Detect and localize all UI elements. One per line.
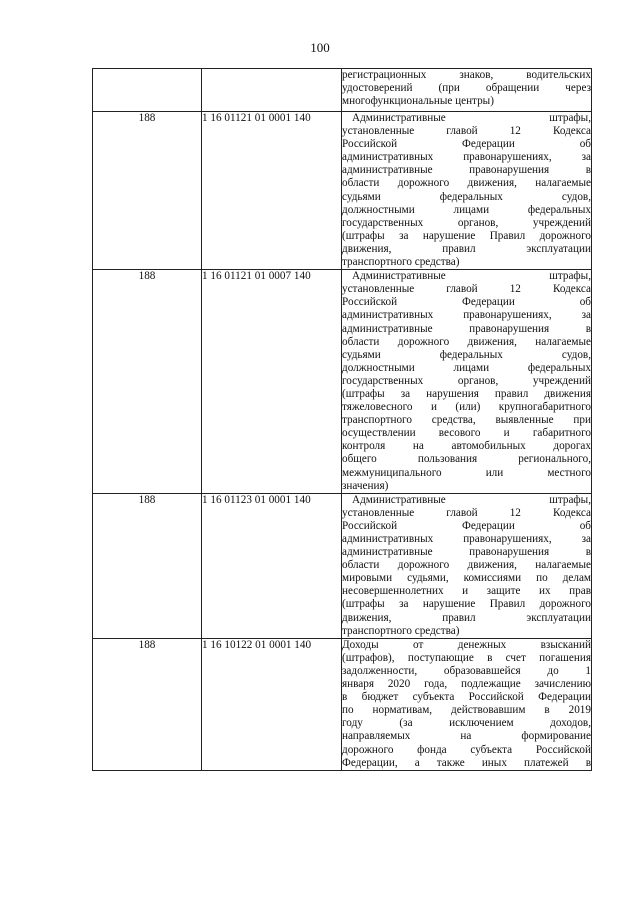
- description-line: тяжеловесного и (или) крупногабаритного: [342, 401, 591, 414]
- description-line: удостоверений (при обращении через: [342, 82, 591, 95]
- description-line: государственных органов, учреждений: [342, 374, 591, 387]
- admin-code-cell: 188: [93, 638, 202, 770]
- budget-code-cell: 1 16 01121 01 0001 140: [202, 112, 342, 270]
- description-line: движения, правил эксплуатации: [342, 611, 591, 624]
- description-line: дорожного фонда субъекта Российской: [342, 743, 591, 756]
- description-line: многофункциональные центры): [342, 95, 494, 108]
- description-line: межмуниципального или местного: [342, 466, 591, 479]
- description-cell: [342, 69, 592, 112]
- table-row: [93, 69, 592, 112]
- description-line: году (за исключением доходов,: [342, 717, 591, 730]
- description-line: судьями федеральных судов,: [342, 348, 591, 361]
- description-line: Федерации, а также иных платежей в: [342, 756, 591, 769]
- description-cell: [342, 638, 592, 770]
- description-cell: [342, 270, 592, 494]
- budget-code-cell: 1 16 01123 01 0001 140: [202, 493, 342, 638]
- description-line: Административные штрафы,: [352, 270, 591, 283]
- description-line: в бюджет субъекта Российской Федерации: [342, 691, 591, 704]
- description-line: Административные штрафы,: [352, 112, 591, 124]
- description-line: области дорожного движения, налагаемые: [342, 335, 591, 348]
- description-line: Российской Федерации об: [342, 138, 591, 151]
- description-line: установленные главой 12 Кодекса: [342, 506, 591, 519]
- description-line: административные правонарушения в: [342, 164, 591, 177]
- description-line: Доходы от денежных взысканий: [342, 638, 591, 651]
- admin-code-cell: [93, 69, 202, 112]
- description-line: (штрафы за нарушение Правил дорожного: [342, 598, 591, 611]
- description-line: осуществлении весового и габаритного: [342, 427, 591, 440]
- description-line: государственных органов, учреждений: [342, 216, 591, 229]
- description-line: значения): [342, 479, 389, 492]
- admin-code-cell: 188: [93, 112, 202, 270]
- description-line: установленные главой 12 Кодекса: [342, 125, 591, 138]
- admin-code-cell: 188: [93, 270, 202, 494]
- table-row: [93, 638, 592, 770]
- description-line: общего пользования регионального,: [342, 453, 591, 466]
- page-number: 100: [310, 40, 330, 55]
- description-line: области дорожного движения, налагаемые: [342, 559, 591, 572]
- description-line: (штрафов), поступающие в счет погашения: [342, 651, 591, 664]
- budget-code-cell: 1 16 01121 01 0007 140: [202, 270, 342, 494]
- description-line: административных правонарушениях, за: [342, 151, 591, 164]
- description-line: транспортного средства, выявленные при: [342, 414, 591, 427]
- description-line: Административные штрафы,: [352, 493, 591, 506]
- description-line: движения, правил эксплуатации: [342, 242, 591, 255]
- description-line: установленные главой 12 Кодекса: [342, 283, 591, 296]
- description-line: Российской Федерации об: [342, 519, 591, 532]
- budget-code-cell: 1 16 10122 01 0001 140: [202, 638, 342, 770]
- description-line: регистрационных знаков, водительских: [342, 69, 591, 81]
- description-line: области дорожного движения, налагаемые: [342, 177, 591, 190]
- description-line: января 2020 года, подлежащие зачислению: [342, 678, 591, 691]
- description-line: несовершеннолетних и защите их прав: [342, 585, 591, 598]
- table-body: [93, 69, 592, 771]
- description-cell: [342, 112, 592, 270]
- table-row: [93, 112, 592, 270]
- description-line: транспортного средства): [342, 624, 460, 637]
- description-line: транспортного средства): [342, 256, 460, 269]
- description-line: по нормативам, действовавшим в 2019: [342, 704, 591, 717]
- description-line: административных правонарушениях, за: [342, 309, 591, 322]
- description-line: административные правонарушения в: [342, 546, 591, 559]
- description-line: мировыми судьями, комиссиями по делам: [342, 572, 591, 585]
- description-cell: [342, 493, 592, 638]
- table-row: [93, 270, 592, 494]
- budget-codes-table: [92, 68, 592, 771]
- description-line: административные правонарушения в: [342, 322, 591, 335]
- budget-code-cell: [202, 69, 342, 112]
- description-line: Российской Федерации об: [342, 296, 591, 309]
- description-line: должностными лицами федеральных: [342, 361, 591, 374]
- description-line: контроля на автомобильных дорогах: [342, 440, 591, 453]
- admin-code-cell: 188: [93, 493, 202, 638]
- description-line: (штрафы за нарушение Правил дорожного: [342, 229, 591, 242]
- table-row: [93, 493, 592, 638]
- description-line: задолженности, образовавшейся до 1: [342, 664, 591, 677]
- description-line: направляемых на формирование: [342, 730, 591, 743]
- description-line: (штрафы за нарушения правил движения: [342, 387, 591, 400]
- description-line: должностными лицами федеральных: [342, 203, 591, 216]
- description-line: административных правонарушениях, за: [342, 533, 591, 545]
- description-line: судьями федеральных судов,: [342, 190, 591, 203]
